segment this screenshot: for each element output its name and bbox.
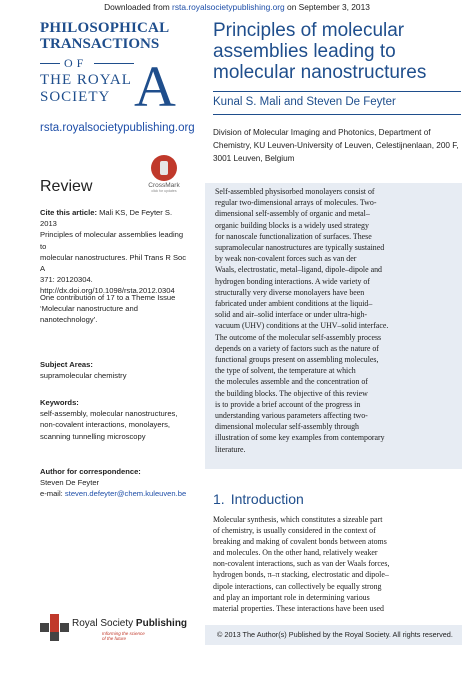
publisher-tagline-2: of the future bbox=[102, 636, 127, 641]
title-line: assemblies leading to bbox=[213, 41, 396, 62]
abstract-text bbox=[215, 186, 453, 455]
section-number: 1. bbox=[213, 491, 225, 507]
abstract-line: for nanoscale functionalization of surfaces. These bbox=[215, 231, 372, 241]
email-link[interactable]: steven.defeyter@chem.kuleuven.be bbox=[64, 489, 187, 499]
publisher-logo bbox=[40, 612, 190, 642]
keyword-line: scanning tunnelling microscopy bbox=[40, 431, 146, 441]
affiliation-line: 3001 Leuven, Belgium bbox=[213, 154, 295, 163]
download-notice bbox=[0, 2, 474, 12]
author-list: Kunal S. Mali and Steven De Feyter bbox=[213, 96, 396, 108]
abstract-line: Self-assembled physisorbed monolayers consist of bbox=[215, 187, 375, 196]
logo-rule-right bbox=[94, 63, 134, 64]
abstract-line: the molecules assemble and the concentration of bbox=[215, 377, 368, 387]
abstract-line: by weak non-covalent forces such as van der bbox=[215, 254, 357, 264]
article-title bbox=[213, 20, 463, 83]
abstract-line: The outcome of the molecular self-assembly process bbox=[215, 332, 382, 342]
subject-value: supramolecular chemistry bbox=[40, 371, 127, 381]
crossmark-label: CrossMark bbox=[148, 182, 180, 189]
citation-block bbox=[40, 207, 190, 297]
section-heading bbox=[213, 491, 304, 507]
logo-series-emblem: A bbox=[134, 54, 176, 119]
crossmark-icon bbox=[151, 155, 177, 181]
subject-heading: Subject Areas: bbox=[40, 360, 93, 369]
crossmark-button[interactable] bbox=[143, 155, 185, 199]
abstract-line: vacuum (UHV) conditions at the UHV–solid interface. bbox=[215, 321, 389, 331]
introduction-text bbox=[213, 514, 461, 614]
abstract-line: dimensional molecular self-assembly through bbox=[215, 422, 359, 432]
citation-line bbox=[40, 207, 190, 229]
intro-line: dipole interactions, can collectively be equally strong bbox=[213, 581, 382, 591]
publisher-name-regular: Royal Society bbox=[72, 618, 134, 629]
logo-line-transactions: TRANSACTIONS bbox=[40, 36, 160, 52]
citation-line: molecular nanostructures. Phil Trans R Soc A bbox=[40, 252, 187, 274]
theme-line: nanotechnology’. bbox=[40, 315, 98, 325]
article-type-label: Review bbox=[40, 178, 93, 195]
intro-line: hydrogen bonds, π–π stacking, electrostatic and dipole– bbox=[213, 570, 389, 580]
download-prefix: Downloaded from bbox=[104, 2, 170, 12]
title-line: Principles of molecular bbox=[213, 20, 405, 41]
abstract-line: supramolecular nanostructures are typically sustained bbox=[215, 243, 385, 253]
title-line: molecular nanostructures bbox=[213, 62, 427, 83]
intro-line: of chemistry, is usually considered in the context of bbox=[213, 526, 376, 536]
logo-line-society: SOCIETY bbox=[40, 89, 111, 105]
intro-line: non-covalent interactions, such as van der Waals forces, bbox=[213, 559, 390, 569]
abstract-line: fabricated under ambient conditions at the liquid– bbox=[215, 299, 373, 309]
citation-line: 371: 20120304. bbox=[40, 275, 93, 285]
abstract-line: illustration of some key examples from contemporary bbox=[215, 433, 385, 443]
title-divider bbox=[213, 91, 461, 92]
keywords-heading: Keywords: bbox=[40, 398, 79, 407]
copyright-panel bbox=[205, 625, 462, 645]
abstract-line: structurally very diverse monolayers have been bbox=[215, 287, 365, 297]
logo-rule-left bbox=[40, 63, 60, 64]
email-label: e-mail: bbox=[40, 489, 63, 499]
intro-line: Molecular synthesis, which constitutes a sizeable part bbox=[213, 515, 383, 524]
affiliation-line: Division of Molecular Imaging and Photonics, Department of bbox=[213, 128, 431, 137]
abstract-line: organic building blocks is a widely used strategy bbox=[215, 220, 369, 230]
theme-line: One contribution of 17 to a Theme Issue bbox=[40, 293, 176, 302]
publisher-name bbox=[72, 618, 187, 629]
correspondence-name: Steven De Feyter bbox=[40, 478, 100, 488]
abstract-line: solid and air–solid interface or under ultra-high- bbox=[215, 310, 368, 320]
journal-url-link[interactable]: rsta.royalsocietypublishing.org bbox=[40, 122, 195, 134]
crossmark-sublabel: click for updates bbox=[151, 189, 177, 193]
citation-label: Cite this article: bbox=[40, 208, 97, 217]
affiliation-line: Chemistry, KU Leuven-University of Leuven, Celestijnenlaan, 200 F, bbox=[213, 141, 459, 150]
intro-line: and play an important role in determining various bbox=[213, 592, 370, 602]
intro-line: and molecules. On the other hand, relatively weaker bbox=[213, 548, 378, 558]
abstract-line: Waals, electrostatic, metal–ligand, dipole–dipole and bbox=[215, 265, 382, 275]
keyword-line: self-assembly, molecular nanostructures, bbox=[40, 409, 178, 419]
author-divider bbox=[213, 114, 461, 115]
correspondence-block bbox=[40, 466, 190, 500]
abstract-line: understanding various parameters affecting two- bbox=[215, 411, 368, 421]
copyright-notice: © 2013 The Author(s) Published by the Royal Society. All rights reserved. bbox=[217, 630, 453, 639]
logo-line-of: OF bbox=[64, 56, 88, 70]
citation-doi-link[interactable]: http://dx.doi.org/10.1098/rsta.2012.0304 bbox=[40, 286, 175, 296]
abstract-line: functional groups present on assembling molecules, bbox=[215, 355, 379, 365]
logo-line-philosophical: PHILOSOPHICAL bbox=[40, 20, 170, 36]
citation-line: Principles of molecular assemblies leading to bbox=[40, 230, 184, 251]
intro-line: breaking and making of covalent bonds between atoms bbox=[213, 537, 387, 547]
download-suffix: on September 3, 2013 bbox=[287, 2, 370, 12]
abstract-panel bbox=[205, 183, 462, 469]
publisher-name-bold: Publishing bbox=[135, 618, 188, 629]
abstract-line: literature. bbox=[215, 444, 246, 454]
affiliation bbox=[213, 126, 463, 165]
keywords-block bbox=[40, 397, 190, 442]
abstract-line: depends on a variety of factors such as the nature of bbox=[215, 343, 379, 353]
publisher-tagline-1: Informing the science bbox=[102, 631, 145, 636]
abstract-line: the building blocks. The objective of this review bbox=[215, 388, 368, 398]
publisher-mark-icon bbox=[40, 614, 70, 640]
keyword-line: non-covalent interactions, monolayers, bbox=[40, 420, 171, 430]
abstract-line: the type of solvent, the temperature at which bbox=[215, 366, 356, 376]
correspondence-heading: Author for correspondence: bbox=[40, 467, 141, 476]
publisher-tagline bbox=[102, 631, 145, 641]
abstract-line: dimensional self-assembly of organic and metal– bbox=[215, 209, 370, 219]
abstract-line: regular two-dimensional arrays of molecules. Two- bbox=[215, 198, 377, 208]
citation-line-1-rest: Mali KS, De Feyter S. 2013 bbox=[40, 208, 173, 229]
section-title: Introduction bbox=[230, 491, 304, 507]
logo-line-the-royal: THE ROYAL bbox=[40, 72, 132, 88]
theme-issue-note bbox=[40, 292, 190, 326]
abstract-line: hydrogen bonding interactions. A wide variety of bbox=[215, 276, 370, 286]
theme-line: ‘Molecular nanostructure and bbox=[40, 304, 138, 314]
subject-areas bbox=[40, 359, 190, 381]
download-source-link[interactable]: rsta.royalsocietypublishing.org bbox=[172, 2, 285, 12]
abstract-line: is to provide a brief account of the progress in bbox=[215, 399, 361, 409]
intro-line: material properties. These interactions have been used bbox=[213, 603, 384, 613]
journal-logo bbox=[40, 20, 180, 119]
